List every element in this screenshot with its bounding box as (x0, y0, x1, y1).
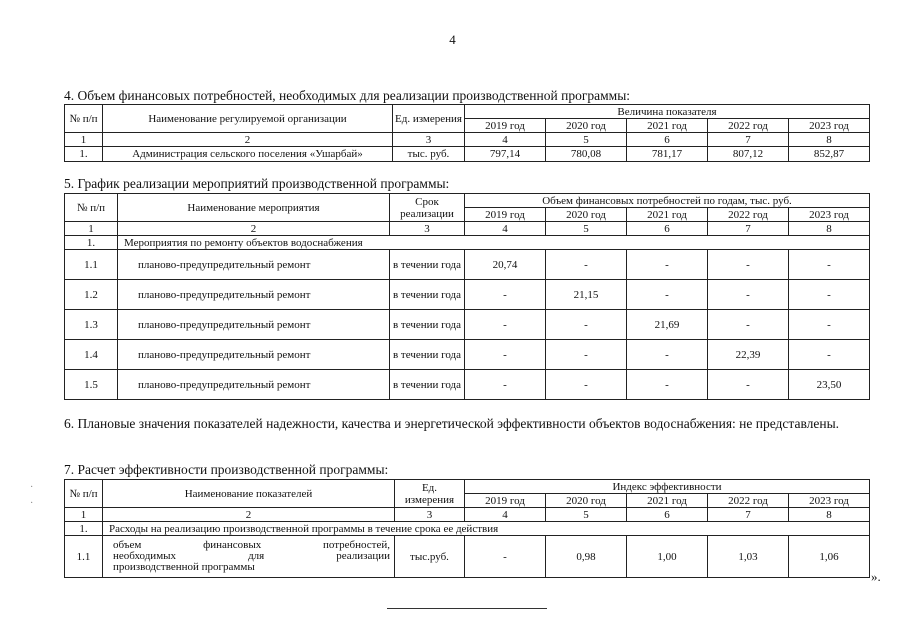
index-cell: 4 (465, 222, 546, 236)
row-value: - (465, 340, 546, 370)
footer-divider (387, 608, 547, 609)
row-value: - (708, 280, 789, 310)
index-cell: 3 (395, 508, 465, 522)
row-num: 1.5 (65, 370, 118, 400)
header-num: № п/п (65, 105, 103, 133)
row-term: в течении года (390, 280, 465, 310)
header-year: 2020 год (546, 494, 627, 508)
row-value: 0,98 (546, 536, 627, 578)
row-value: - (708, 250, 789, 280)
index-cell: 3 (390, 222, 465, 236)
header-year: 2023 год (789, 119, 870, 133)
header-indicator-name: Наименование показателей (103, 480, 395, 508)
header-value-group: Индекс эффективности (465, 480, 870, 494)
index-cell: 7 (708, 133, 789, 147)
index-cell: 1 (65, 508, 103, 522)
margin-marks (30, 482, 33, 510)
group-name: Мероприятия по ремонту объектов водоснабжения (118, 236, 870, 250)
header-term: Срок реализации (390, 194, 465, 222)
table-row (65, 310, 870, 340)
index-cell: 1 (65, 133, 103, 147)
row-measure-name: планово-предупредительный ремонт (118, 370, 390, 400)
row-value: 852,87 (789, 147, 870, 162)
row-value: 780,08 (546, 147, 627, 162)
header-year: 2020 год (546, 208, 627, 222)
header-year: 2022 год (708, 119, 789, 133)
group-num: 1. (65, 522, 103, 536)
row-value: - (465, 310, 546, 340)
index-cell: 8 (789, 222, 870, 236)
header-year: 2020 год (546, 119, 627, 133)
index-cell: 7 (708, 222, 789, 236)
row-value: - (627, 370, 708, 400)
row-num: 1.1 (65, 536, 103, 578)
header-unit: Ед. измерения (395, 480, 465, 508)
margin-dot: · (30, 482, 34, 493)
header-year: 2019 год (465, 494, 546, 508)
row-value: - (627, 280, 708, 310)
row-value: - (789, 280, 870, 310)
row-value: - (708, 370, 789, 400)
row-measure-name: планово-предупредительный ремонт (118, 250, 390, 280)
index-cell: 2 (103, 508, 395, 522)
row-value: - (546, 370, 627, 400)
row-value: 23,50 (789, 370, 870, 400)
row-value: - (627, 340, 708, 370)
section-5-title: 5. График реализации мероприятий производственной программы: (64, 176, 450, 191)
row-value: - (465, 280, 546, 310)
row-value: - (789, 310, 870, 340)
row-value: - (465, 536, 546, 578)
group-num: 1. (65, 236, 118, 250)
row-value: - (546, 340, 627, 370)
row-num: 1.4 (65, 340, 118, 370)
header-value-group: Объем финансовых потребностей по годам, тыс. руб. (465, 194, 870, 208)
row-value: - (465, 370, 546, 400)
row-term: в течении года (390, 250, 465, 280)
row-value: 20,74 (465, 250, 546, 280)
index-cell: 2 (103, 133, 393, 147)
row-value: - (789, 250, 870, 280)
row-unit: тыс. руб. (393, 147, 465, 162)
group-row (65, 522, 870, 536)
row-num: 1. (65, 147, 103, 162)
row-value: - (789, 340, 870, 370)
index-cell: 8 (789, 133, 870, 147)
table-row (65, 280, 870, 310)
row-value: 21,15 (546, 280, 627, 310)
row-measure-name: планово-предупредительный ремонт (118, 340, 390, 370)
header-year: 2022 год (708, 208, 789, 222)
row-term: в течении года (390, 340, 465, 370)
header-value-group: Величина показателя (465, 105, 870, 119)
financial-needs-table (64, 104, 870, 162)
header-measure-name: Наименование мероприятия (118, 194, 390, 222)
row-value: 21,69 (627, 310, 708, 340)
section-6-paragraph: 6. Плановые значения показателей надежности, качества и энергетической эффективности объектов водоснабжения: не представлены. (64, 416, 840, 431)
row-term: в течении года (390, 310, 465, 340)
row-value: 22,39 (708, 340, 789, 370)
efficiency-table (64, 479, 870, 578)
row-measure-name: планово-предупредительный ремонт (118, 280, 390, 310)
row-term: в течении года (390, 370, 465, 400)
row-org-name: Администрация сельского поселения «Ушарбай» (103, 147, 393, 162)
group-row (65, 236, 870, 250)
header-year: 2019 год (465, 208, 546, 222)
group-name: Расходы на реализацию производственной программы в течение срока ее действия (103, 522, 870, 536)
margin-dot: · (30, 498, 34, 509)
section-7-title: 7. Расчет эффективности производственной программы: (64, 462, 389, 477)
table-row (65, 370, 870, 400)
page-number: 4 (449, 32, 456, 47)
table-row (65, 147, 870, 162)
index-cell: 6 (627, 133, 708, 147)
index-cell: 7 (708, 508, 789, 522)
index-cell: 5 (546, 133, 627, 147)
row-num: 1.1 (65, 250, 118, 280)
header-num: № п/п (65, 194, 118, 222)
index-cell: 4 (465, 133, 546, 147)
row-value: - (627, 250, 708, 280)
row-measure-name: планово-предупредительный ремонт (118, 310, 390, 340)
index-cell: 3 (393, 133, 465, 147)
index-cell: 2 (118, 222, 390, 236)
index-cell: 5 (546, 508, 627, 522)
header-org-name: Наименование регулируемой организации (103, 105, 393, 133)
indicator-name-line: объем финансовых потребностей, (113, 539, 390, 551)
index-cell: 1 (65, 222, 118, 236)
header-year: 2021 год (627, 119, 708, 133)
row-value: 1,03 (708, 536, 789, 578)
table-row (65, 536, 870, 578)
index-cell: 8 (789, 508, 870, 522)
header-year: 2021 год (627, 494, 708, 508)
row-value: - (708, 310, 789, 340)
row-value: 781,17 (627, 147, 708, 162)
header-year: 2023 год (789, 494, 870, 508)
row-num: 1.3 (65, 310, 118, 340)
header-year: 2023 год (789, 208, 870, 222)
row-value: 1,00 (627, 536, 708, 578)
indicator-name-line: производственной программы (113, 561, 255, 573)
row-value: - (546, 250, 627, 280)
index-cell: 6 (627, 222, 708, 236)
schedule-table (64, 193, 870, 400)
table-row (65, 340, 870, 370)
row-value: 797,14 (465, 147, 546, 162)
indicator-name-line: необходимых для реализации (113, 550, 390, 562)
section-4-title: 4. Объем финансовых потребностей, необходимых для реализации производственной программы: (64, 88, 631, 103)
header-unit: Ед. измерения (393, 105, 465, 133)
header-year: 2021 год (627, 208, 708, 222)
row-indicator-name (103, 536, 395, 578)
closing-quote-mark: ». (871, 569, 881, 584)
table-row (65, 250, 870, 280)
row-value: - (546, 310, 627, 340)
header-num: № п/п (65, 480, 103, 508)
row-num: 1.2 (65, 280, 118, 310)
row-value: 807,12 (708, 147, 789, 162)
index-cell: 6 (627, 508, 708, 522)
index-cell: 4 (465, 508, 546, 522)
row-value: 1,06 (789, 536, 870, 578)
header-year: 2019 год (465, 119, 546, 133)
header-year: 2022 год (708, 494, 789, 508)
index-cell: 5 (546, 222, 627, 236)
row-unit: тыс.руб. (395, 536, 465, 578)
